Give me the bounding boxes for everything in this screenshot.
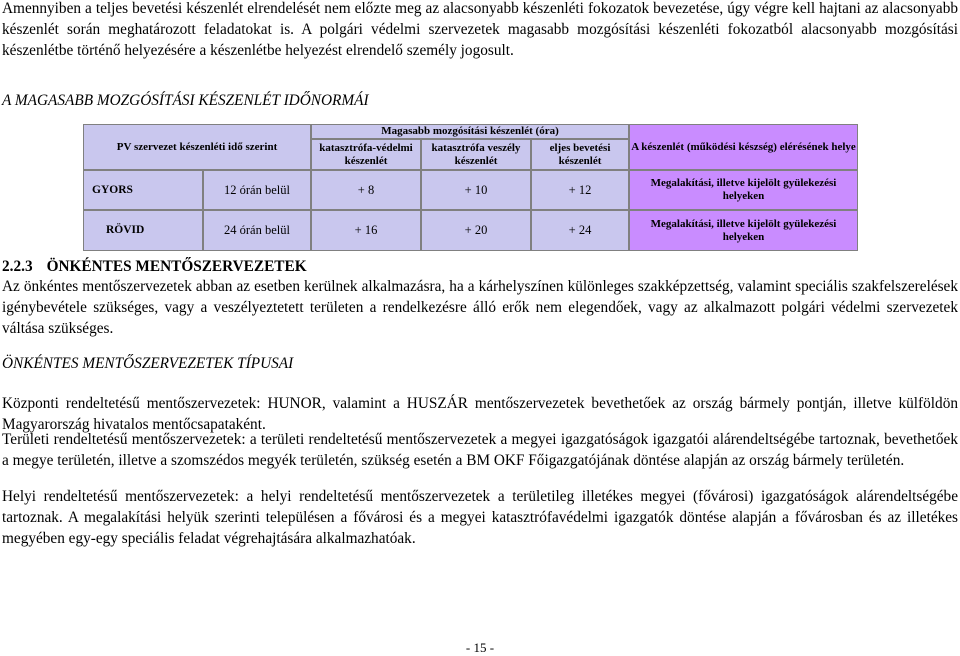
time-norms-table bbox=[83, 124, 858, 251]
header-place: A készenlét (működési készség) elérésének helye bbox=[629, 124, 858, 170]
header-sub-3: eljes bevetési készenlét bbox=[531, 139, 629, 170]
page-number: - 15 - bbox=[465, 640, 495, 655]
row-value-1: + 8 bbox=[311, 170, 421, 210]
row-time: 12 órán belül bbox=[203, 170, 311, 210]
section-title: ÖNKÉNTES MENTŐSZERVEZETEK bbox=[46, 258, 307, 275]
section-number: 2.2.3 bbox=[2, 258, 33, 275]
row-name: GYORS bbox=[83, 170, 203, 210]
types-title: ÖNKÉNTES MENTŐSZERVEZETEK TÍPUSAI bbox=[2, 355, 294, 372]
row-place: Megalakítási, illetve kijelölt gyülekezési helyeken bbox=[629, 170, 858, 210]
type-local: Helyi rendeltetésű mentőszervezetek: a helyi rendeltetésű mentőszervezetek a területileg illetékes megyei (fővárosi) igazgatóságok alárendeltségébe tartoznak. A megalakítási helyük szerinti településen a fővárosi és a megyei katasztrófavédelmi igazgatók döntése alapján a fővárosban és az illetékes megyében egy-egy speciális feladat végrehajtására alkalmazhatóak. bbox=[2, 488, 958, 547]
type-regional: Területi rendeltetésű mentőszervezetek: a területi rendeltetésű mentőszervezetek a megyei igazgatóságok igazgatói alárendeltségébe tartoznak, bevethetőek a megye területén, illetve a szomszédos megyék területén, szükség esetén a BM OKF Főigazgatójának döntése alapján az ország bármely területén. bbox=[2, 431, 958, 469]
row-value-2: + 10 bbox=[421, 170, 531, 210]
row-value-1: + 16 bbox=[311, 210, 421, 251]
header-sub-1: katasztrófa-védelmi készenlét bbox=[311, 139, 421, 170]
header-sub-2: katasztrófa veszély készenlét bbox=[421, 139, 531, 170]
table-title: A MAGASABB MOZGÓSÍTÁSI KÉSZENLÉT IDŐNORMÁI bbox=[2, 92, 369, 109]
row-time: 24 órán belül bbox=[203, 210, 311, 251]
section-body: Az önkéntes mentőszervezetek abban az esetben kerülnek alkalmazásra, ha a kárhelyszínen különleges szakképzettség, valamint speciális szakfelszerelések igénybevétele szükséges, vagy a veszélyeztetett területen a rendelkezésre álló erők nem elegendőek, vagy az alkalmazott polgári védelmi szervezetek váltása szükséges. bbox=[2, 278, 958, 337]
type-central: Központi rendeltetésű mentőszervezetek: HUNOR, valamint a HUSZÁR mentőszervezetek bevethetőek az ország bármely pontján, illetve külföldön Magyarország hivatalos mentőcsapataként. bbox=[2, 395, 958, 433]
header-pv: PV szervezet készenléti idő szerint bbox=[83, 124, 311, 170]
row-value-3: + 24 bbox=[531, 210, 629, 251]
section-heading bbox=[2, 258, 321, 276]
row-place: Megalakítási, illetve kijelölt gyülekezési helyeken bbox=[629, 210, 858, 251]
row-name: RÖVID bbox=[83, 210, 203, 251]
row-value-2: + 20 bbox=[421, 210, 531, 251]
header-group: Magasabb mozgósítási készenlét (óra) bbox=[311, 124, 629, 139]
intro-paragraph: Amennyiben a teljes bevetési készenlét elrendelését nem előzte meg az alacsonyabb készenléti fokozatok bevezetése, úgy végre kell hajtani az alacsonyabb készenlét során meghatározott feladatokat is. A polgári védelmi szervezetek magasabb mozgósítási készenléti fokozatból alacsonyabb mozgósítási készenlétbe történő helyezésére a készenlétbe helyezést elrendelő személy jogosult. bbox=[2, 0, 958, 59]
row-value-3: + 12 bbox=[531, 170, 629, 210]
